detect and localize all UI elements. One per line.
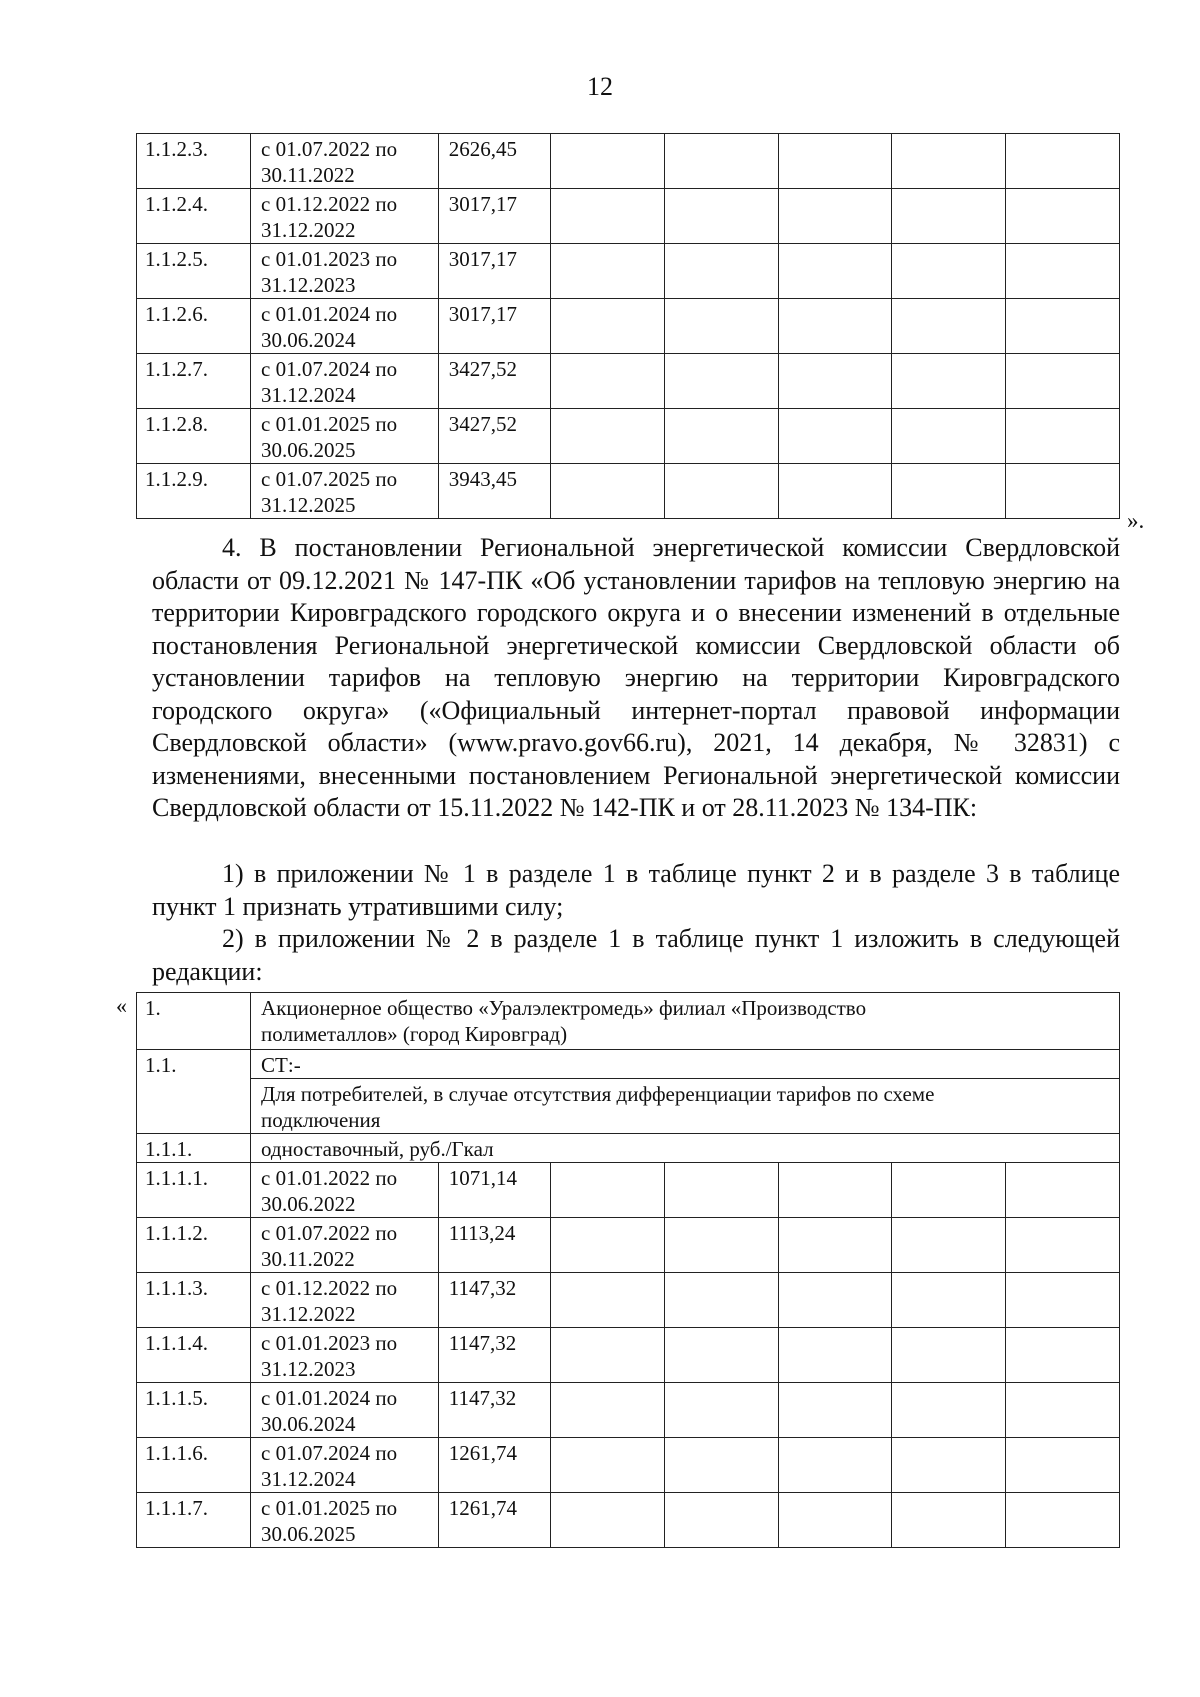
table-row: [137, 244, 1120, 299]
empty-cell: [664, 1493, 778, 1548]
row-code: 1.1.2.5.: [137, 244, 251, 299]
empty-cell: [550, 464, 664, 519]
row-value: 1113,24: [438, 1218, 550, 1273]
empty-cell: [1005, 1218, 1119, 1273]
table-row: [137, 354, 1120, 409]
empty-cell: [664, 299, 778, 354]
empty-cell: [550, 244, 664, 299]
empty-cell: [778, 1163, 891, 1218]
row-code: 1.1.1.1.: [137, 1163, 251, 1218]
row-code: 1.1.1.3.: [137, 1273, 251, 1328]
empty-cell: [778, 354, 891, 409]
empty-cell: [664, 354, 778, 409]
empty-cell: [664, 1438, 778, 1493]
empty-cell: [1005, 299, 1119, 354]
row-value: 3427,52: [438, 354, 550, 409]
empty-cell: [664, 134, 778, 189]
subsection-row: [137, 1050, 1120, 1079]
empty-cell: [778, 1328, 891, 1383]
empty-cell: [550, 1273, 664, 1328]
empty-cell: [891, 409, 1005, 464]
empty-cell: [550, 1163, 664, 1218]
subsection-code: 1.1.: [137, 1050, 251, 1134]
empty-cell: [891, 244, 1005, 299]
empty-cell: [778, 1493, 891, 1548]
table-row: [137, 464, 1120, 519]
empty-cell: [664, 189, 778, 244]
empty-cell: [778, 299, 891, 354]
section-4-item-2: 2) в приложении № 2 в разделе 1 в таблице пункт 1 изложить в следующей редакции:: [152, 924, 1120, 986]
row-value: 3017,17: [438, 299, 550, 354]
empty-cell: [778, 464, 891, 519]
row-value: 1261,74: [438, 1493, 550, 1548]
empty-cell: [550, 354, 664, 409]
empty-cell: [664, 464, 778, 519]
row-period: с 01.01.2024 по 30.06.2024: [251, 299, 439, 354]
row-value: 1147,32: [438, 1383, 550, 1438]
table-row: [137, 134, 1120, 189]
table-row: [137, 1383, 1120, 1438]
empty-cell: [891, 134, 1005, 189]
table-row: [137, 1218, 1120, 1273]
empty-cell: [1005, 354, 1119, 409]
empty-cell: [891, 464, 1005, 519]
row-period: с 01.07.2022 по 30.11.2022: [251, 1218, 439, 1273]
empty-cell: [664, 409, 778, 464]
empty-cell: [1005, 1273, 1119, 1328]
org-name: Акционерное общество «Уралэлектромедь» филиал «Производство полиметаллов» (город Кировград): [251, 993, 1120, 1050]
empty-cell: [891, 299, 1005, 354]
empty-cell: [891, 1328, 1005, 1383]
row-period: с 01.07.2025 по 31.12.2025: [251, 464, 439, 519]
section-4-paragraph: 4. В постановлении Региональной энергетической комиссии Свердловской области от 09.12.2021 № 147-ПК «Об установлении тарифов на тепловую энергию на территории Кировградского городского округа и о внесении изменений в отдельные постановления Региональной энергетической комиссии Свердловской области об установлении тарифов на тепловую энергию на территории Кировградского городского округа» («Официальный интернет-портал правовой информации Свердловской области» (www.pravo.gov66.ru), 2021, 14 декабря, № 32831) с изменениями, внесенными постановлением Региональной энергетической комиссии Свердловской области от 15.11.2022 № 142-ПК и от 28.11.2023 № 134-ПК:: [152, 533, 1120, 822]
row-period: с 01.07.2024 по 31.12.2024: [251, 1438, 439, 1493]
subsection-desc-row: [137, 1079, 1120, 1134]
row-period: с 01.01.2022 по 30.06.2022: [251, 1163, 439, 1218]
subsection-description: Для потребителей, в случае отсутствия дифференциации тарифов по схеме подключения: [251, 1079, 1120, 1134]
empty-cell: [550, 1218, 664, 1273]
row-code: 1.1.1.2.: [137, 1218, 251, 1273]
empty-cell: [550, 409, 664, 464]
empty-cell: [1005, 1383, 1119, 1438]
empty-cell: [1005, 1163, 1119, 1218]
row-period: с 01.01.2023 по 31.12.2023: [251, 244, 439, 299]
row-code: 1.1.2.6.: [137, 299, 251, 354]
row-value: 1147,32: [438, 1273, 550, 1328]
empty-cell: [891, 1163, 1005, 1218]
org-code: 1.: [137, 993, 251, 1050]
table-row: [137, 409, 1120, 464]
empty-cell: [891, 1383, 1005, 1438]
empty-cell: [664, 1163, 778, 1218]
empty-cell: [664, 1218, 778, 1273]
empty-cell: [664, 1383, 778, 1438]
closing-quote-mark: ».: [1127, 508, 1145, 533]
rate-label: одноставочный, руб./Гкал: [251, 1134, 1120, 1163]
row-code: 1.1.1.4.: [137, 1328, 251, 1383]
empty-cell: [1005, 134, 1119, 189]
row-value: 3017,17: [438, 244, 550, 299]
row-code: 1.1.2.3.: [137, 134, 251, 189]
row-value: 2626,45: [438, 134, 550, 189]
empty-cell: [550, 134, 664, 189]
row-period: с 01.12.2022 по 31.12.2022: [251, 1273, 439, 1328]
empty-cell: [778, 244, 891, 299]
row-code: 1.1.1.6.: [137, 1438, 251, 1493]
empty-cell: [1005, 409, 1119, 464]
empty-cell: [550, 299, 664, 354]
empty-cell: [778, 1438, 891, 1493]
row-value: 3017,17: [438, 189, 550, 244]
section-4-item-1: 1) в приложении № 1 в разделе 1 в таблице пункт 2 и в разделе 3 в таблице пункт 1 признать утратившими силу;: [152, 859, 1120, 921]
row-value: 1071,14: [438, 1163, 550, 1218]
empty-cell: [550, 1383, 664, 1438]
table-row: [137, 1273, 1120, 1328]
row-period: с 01.07.2022 по 30.11.2022: [251, 134, 439, 189]
empty-cell: [891, 1438, 1005, 1493]
empty-cell: [1005, 1438, 1119, 1493]
empty-cell: [778, 1273, 891, 1328]
empty-cell: [1005, 1493, 1119, 1548]
empty-cell: [891, 189, 1005, 244]
row-value: 3943,45: [438, 464, 550, 519]
table-row: [137, 1493, 1120, 1548]
empty-cell: [664, 1273, 778, 1328]
empty-cell: [778, 1383, 891, 1438]
empty-cell: [550, 1493, 664, 1548]
table-row: [137, 189, 1120, 244]
tariff-table-continued: [136, 133, 1120, 519]
row-period: с 01.07.2024 по 31.12.2024: [251, 354, 439, 409]
table-row: [137, 1438, 1120, 1493]
empty-cell: [1005, 244, 1119, 299]
row-value: 3427,52: [438, 409, 550, 464]
empty-cell: [550, 189, 664, 244]
empty-cell: [664, 1328, 778, 1383]
row-code: 1.1.2.9.: [137, 464, 251, 519]
subsection-ct: СТ:-: [251, 1050, 1120, 1079]
empty-cell: [891, 354, 1005, 409]
empty-cell: [550, 1328, 664, 1383]
empty-cell: [778, 1218, 891, 1273]
empty-cell: [1005, 464, 1119, 519]
row-period: с 01.01.2024 по 30.06.2024: [251, 1383, 439, 1438]
empty-cell: [778, 134, 891, 189]
empty-cell: [1005, 1328, 1119, 1383]
row-period: с 01.01.2025 по 30.06.2025: [251, 1493, 439, 1548]
row-value: 1147,32: [438, 1328, 550, 1383]
empty-cell: [891, 1493, 1005, 1548]
empty-cell: [550, 1438, 664, 1493]
page-number: 12: [587, 72, 613, 101]
org-row: [137, 993, 1120, 1050]
rate-code: 1.1.1.: [137, 1134, 251, 1163]
row-period: с 01.12.2022 по 31.12.2022: [251, 189, 439, 244]
opening-quote-mark: «: [116, 993, 127, 1018]
table-row: [137, 1163, 1120, 1218]
empty-cell: [778, 189, 891, 244]
empty-cell: [664, 244, 778, 299]
row-code: 1.1.2.8.: [137, 409, 251, 464]
row-code: 1.1.1.5.: [137, 1383, 251, 1438]
empty-cell: [778, 409, 891, 464]
row-period: с 01.01.2023 по 31.12.2023: [251, 1328, 439, 1383]
empty-cell: [1005, 189, 1119, 244]
rate-row: [137, 1134, 1120, 1163]
row-code: 1.1.1.7.: [137, 1493, 251, 1548]
table-row: [137, 299, 1120, 354]
row-period: с 01.01.2025 по 30.06.2025: [251, 409, 439, 464]
row-value: 1261,74: [438, 1438, 550, 1493]
table-row: [137, 1328, 1120, 1383]
row-code: 1.1.2.7.: [137, 354, 251, 409]
empty-cell: [891, 1218, 1005, 1273]
row-code: 1.1.2.4.: [137, 189, 251, 244]
empty-cell: [891, 1273, 1005, 1328]
tariff-table-new-edition: [136, 992, 1120, 1548]
